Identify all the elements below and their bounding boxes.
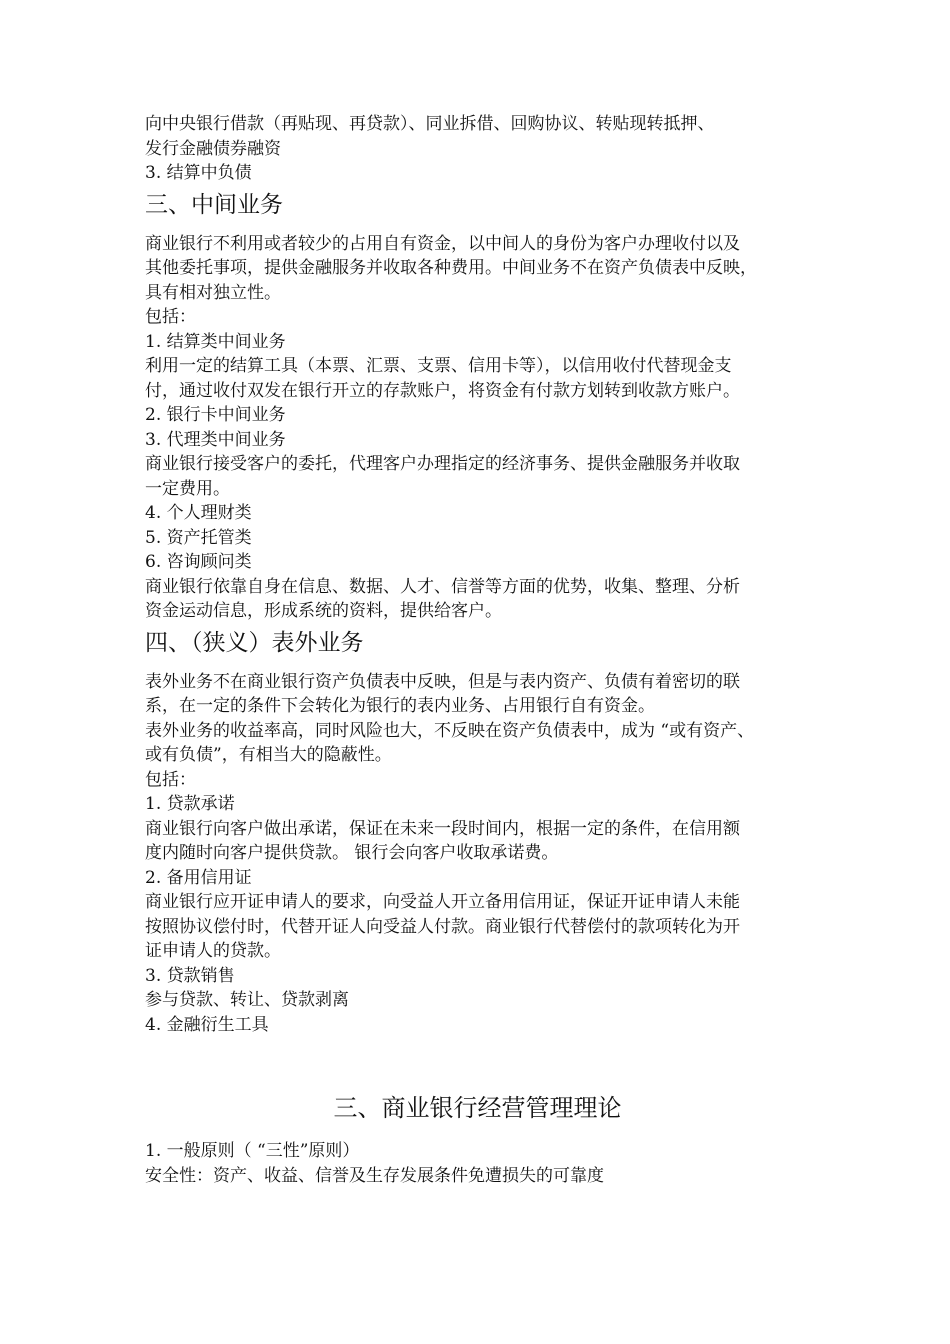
section-heading-off-balance-sheet: 四、（狭义）表外业务 bbox=[145, 629, 364, 656]
text-line: 安全性：资产、收益、信誉及生存发展条件免遭损失的可靠度 bbox=[145, 1165, 604, 1186]
text-line: 3. 结算中负债 bbox=[145, 163, 252, 183]
text-line: 参与贷款、转让、贷款剥离 bbox=[145, 990, 349, 1010]
list-item: 5. 资产托管类 bbox=[145, 527, 252, 548]
text-line: 表外业务不在商业银行资产负债表中反映，但是与表内资产、负债有着密切的联 bbox=[145, 671, 740, 692]
text-line: 表外业务的收益率高，同时风险也大，不反映在资产负债表中，成为 “或有资产、 bbox=[145, 720, 755, 741]
text-line: 度内随时向客户提供贷款。 银行会向客户收取承诺费。 bbox=[145, 843, 559, 863]
text-line: 向中央银行借款（再贴现、再贷款）、同业拆借、回购协议、转贴现转抵押、 bbox=[145, 114, 715, 134]
text-line: 其他委托事项，提供金融服务并收取各种费用。中间业务不在资产负债表中反映， bbox=[145, 258, 757, 278]
document-page bbox=[145, 112, 810, 1188]
includes-label: 包括： bbox=[145, 769, 196, 790]
list-item: 1. 贷款承诺 bbox=[145, 794, 235, 814]
text-line: 发行金融债券融资 bbox=[145, 138, 281, 159]
text-line: 证申请人的贷款。 bbox=[145, 941, 281, 961]
list-item: 2. 备用信用证 bbox=[145, 867, 252, 888]
list-item: 2. 银行卡中间业务 bbox=[145, 405, 286, 425]
text-line: 或有负债”，有相当大的隐蔽性。 bbox=[145, 745, 392, 765]
list-item: 6. 咨询顾问类 bbox=[145, 552, 252, 572]
text-line: 商业银行向客户做出承诺，保证在未来一段时间内，根据一定的条件，在信用额 bbox=[145, 818, 740, 839]
list-item: 1. 结算类中间业务 bbox=[145, 331, 286, 352]
list-item: 3. 贷款销售 bbox=[145, 965, 235, 986]
text-line: 商业银行不利用或者较少的占用自有资金，以中间人的身份为客户办理收付以及 bbox=[145, 233, 740, 254]
text-line: 商业银行应开证申请人的要求，向受益人开立备用信用证，保证开证申请人未能 bbox=[145, 892, 740, 912]
text-line: 具有相对独立性。 bbox=[145, 282, 281, 303]
list-item: 4. 个人理财类 bbox=[145, 503, 252, 523]
list-item: 4. 金融衍生工具 bbox=[145, 1014, 269, 1035]
list-item: 1. 一般原则（ “三性”原则） bbox=[145, 1141, 360, 1161]
text-line: 利用一定的结算工具（本票、汇票、支票、信用卡等），以信用收付代替现金支 bbox=[145, 356, 732, 376]
section-heading-intermediary-business: 三、中间业务 bbox=[145, 191, 283, 218]
text-line: 付，通过收付双发在银行开立的存款账户，将资金有付款方划转到收款方账户。 bbox=[145, 380, 740, 401]
text-line: 一定费用。 bbox=[145, 478, 230, 499]
text-line: 资金运动信息，形成系统的资料，提供给客户。 bbox=[145, 601, 502, 621]
chapter-heading-management-theory: 三、商业银行经营管理理论 bbox=[333, 1094, 622, 1122]
list-item: 3. 代理类中间业务 bbox=[145, 429, 286, 450]
text-line: 商业银行接受客户的委托，代理客户办理指定的经济事务、提供金融服务并收取 bbox=[145, 454, 740, 474]
includes-label: 包括： bbox=[145, 307, 196, 327]
text-line: 系，在一定的条件下会转化为银行的表内业务、占用银行自有资金。 bbox=[145, 696, 655, 716]
text-line: 商业银行依靠自身在信息、数据、人才、信誉等方面的优势，收集、整理、分析 bbox=[145, 576, 740, 597]
text-line: 按照协议偿付时，代替开证人向受益人付款。商业银行代替偿付的款项转化为开 bbox=[145, 916, 740, 937]
